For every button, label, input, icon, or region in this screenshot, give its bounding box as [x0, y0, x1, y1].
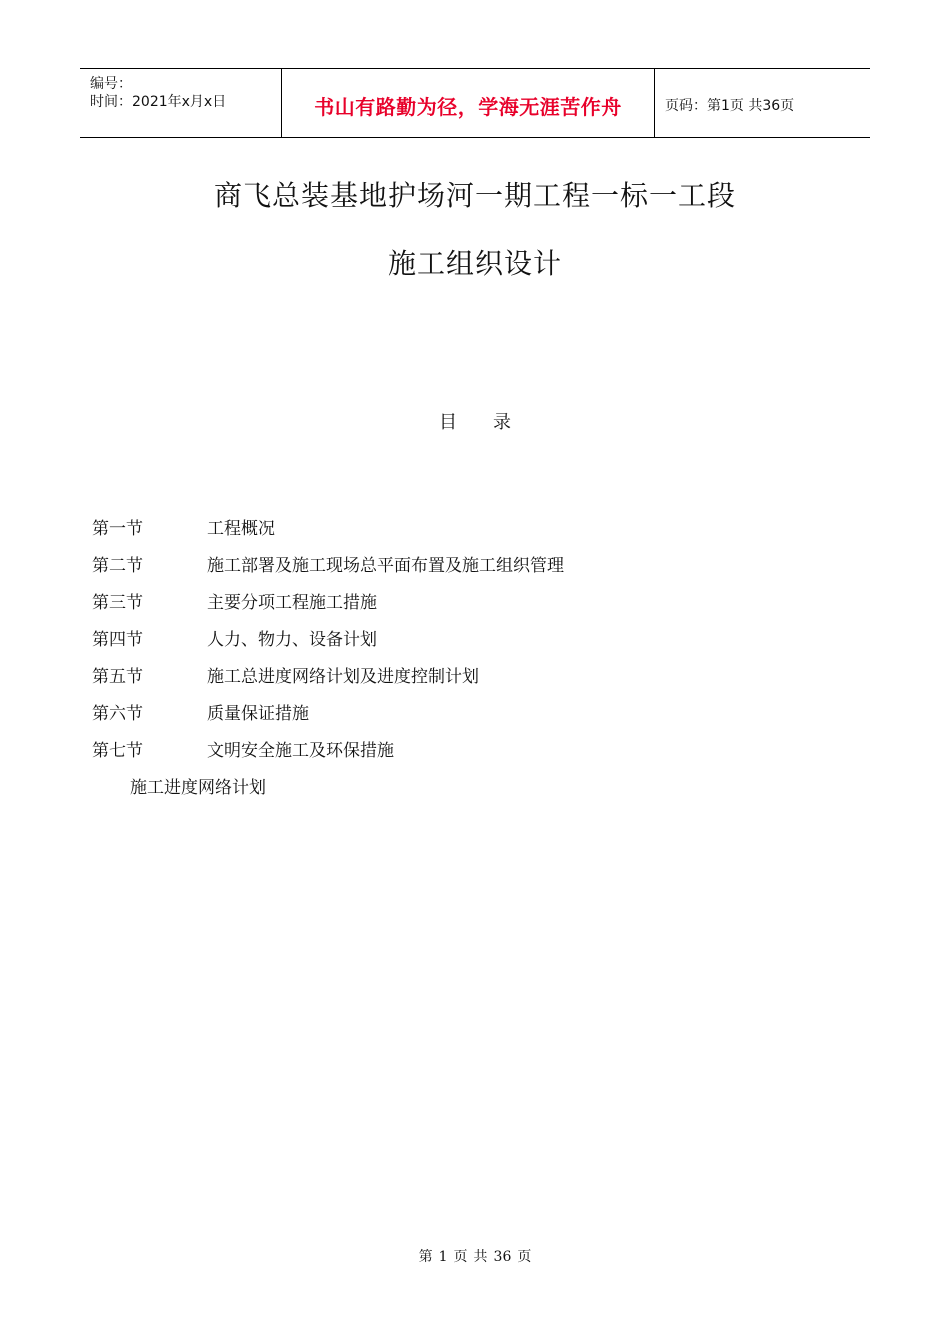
toc-item-section: 第七节 [92, 741, 143, 761]
toc-item-title: 人力、物力、设备计划 [207, 630, 377, 650]
toc-item-section: 第一节 [92, 519, 143, 539]
toc-item-title: 主要分项工程施工措施 [207, 593, 377, 613]
table-of-contents [92, 514, 564, 773]
toc-item-title: 施工总进度网络计划及进度控制计划 [207, 667, 479, 687]
footer-ye-2: 页 [517, 1249, 532, 1265]
toc-extra-item[interactable]: 施工进度网络计划 [130, 778, 266, 798]
toc-item[interactable] [92, 551, 564, 588]
toc-item[interactable] [92, 662, 564, 699]
toc-item[interactable] [92, 514, 564, 551]
toc-item-title: 质量保证措施 [207, 704, 309, 724]
toc-item-section: 第二节 [92, 556, 143, 576]
header-page-cell [655, 69, 870, 137]
document-title: 商飞总装基地护场河一期工程一标一工段 [213, 179, 736, 212]
header-page-info: 页码：第1页 共36页 [665, 98, 795, 114]
header-table [80, 68, 870, 138]
toc-item-section: 第四节 [92, 630, 143, 650]
motto-text: 书山有路勤为径，学海无涯苦作舟 [314, 95, 622, 119]
footer-gong: 共 [473, 1249, 488, 1265]
toc-item-title: 工程概况 [207, 519, 275, 539]
toc-item-title: 文明安全施工及环保措施 [207, 741, 394, 761]
footer-total-pages: 36 [493, 1249, 512, 1265]
page-footer [0, 1246, 950, 1266]
toc-item-section: 第五节 [92, 667, 143, 687]
toc-item[interactable] [92, 699, 564, 736]
footer-ye: 页 [453, 1249, 468, 1265]
toc-item-section: 第六节 [92, 704, 143, 724]
header-info-cell [80, 69, 282, 137]
toc-item-section: 第三节 [92, 593, 143, 613]
toc-item-title: 施工部署及施工现场总平面布置及施工组织管理 [207, 556, 564, 576]
toc-item[interactable] [92, 588, 564, 625]
footer-di: 第 [418, 1249, 433, 1265]
toc-item[interactable] [92, 625, 564, 662]
toc-heading: 目录 [439, 412, 547, 433]
document-subtitle: 施工组织设计 [387, 247, 562, 280]
document-date-label: 时间：2021年x月x日 [90, 94, 227, 110]
toc-item[interactable] [92, 736, 564, 773]
document-number-label: 编号： [90, 76, 132, 92]
footer-page-number: 1 [438, 1249, 448, 1265]
header-motto-cell [282, 69, 655, 137]
